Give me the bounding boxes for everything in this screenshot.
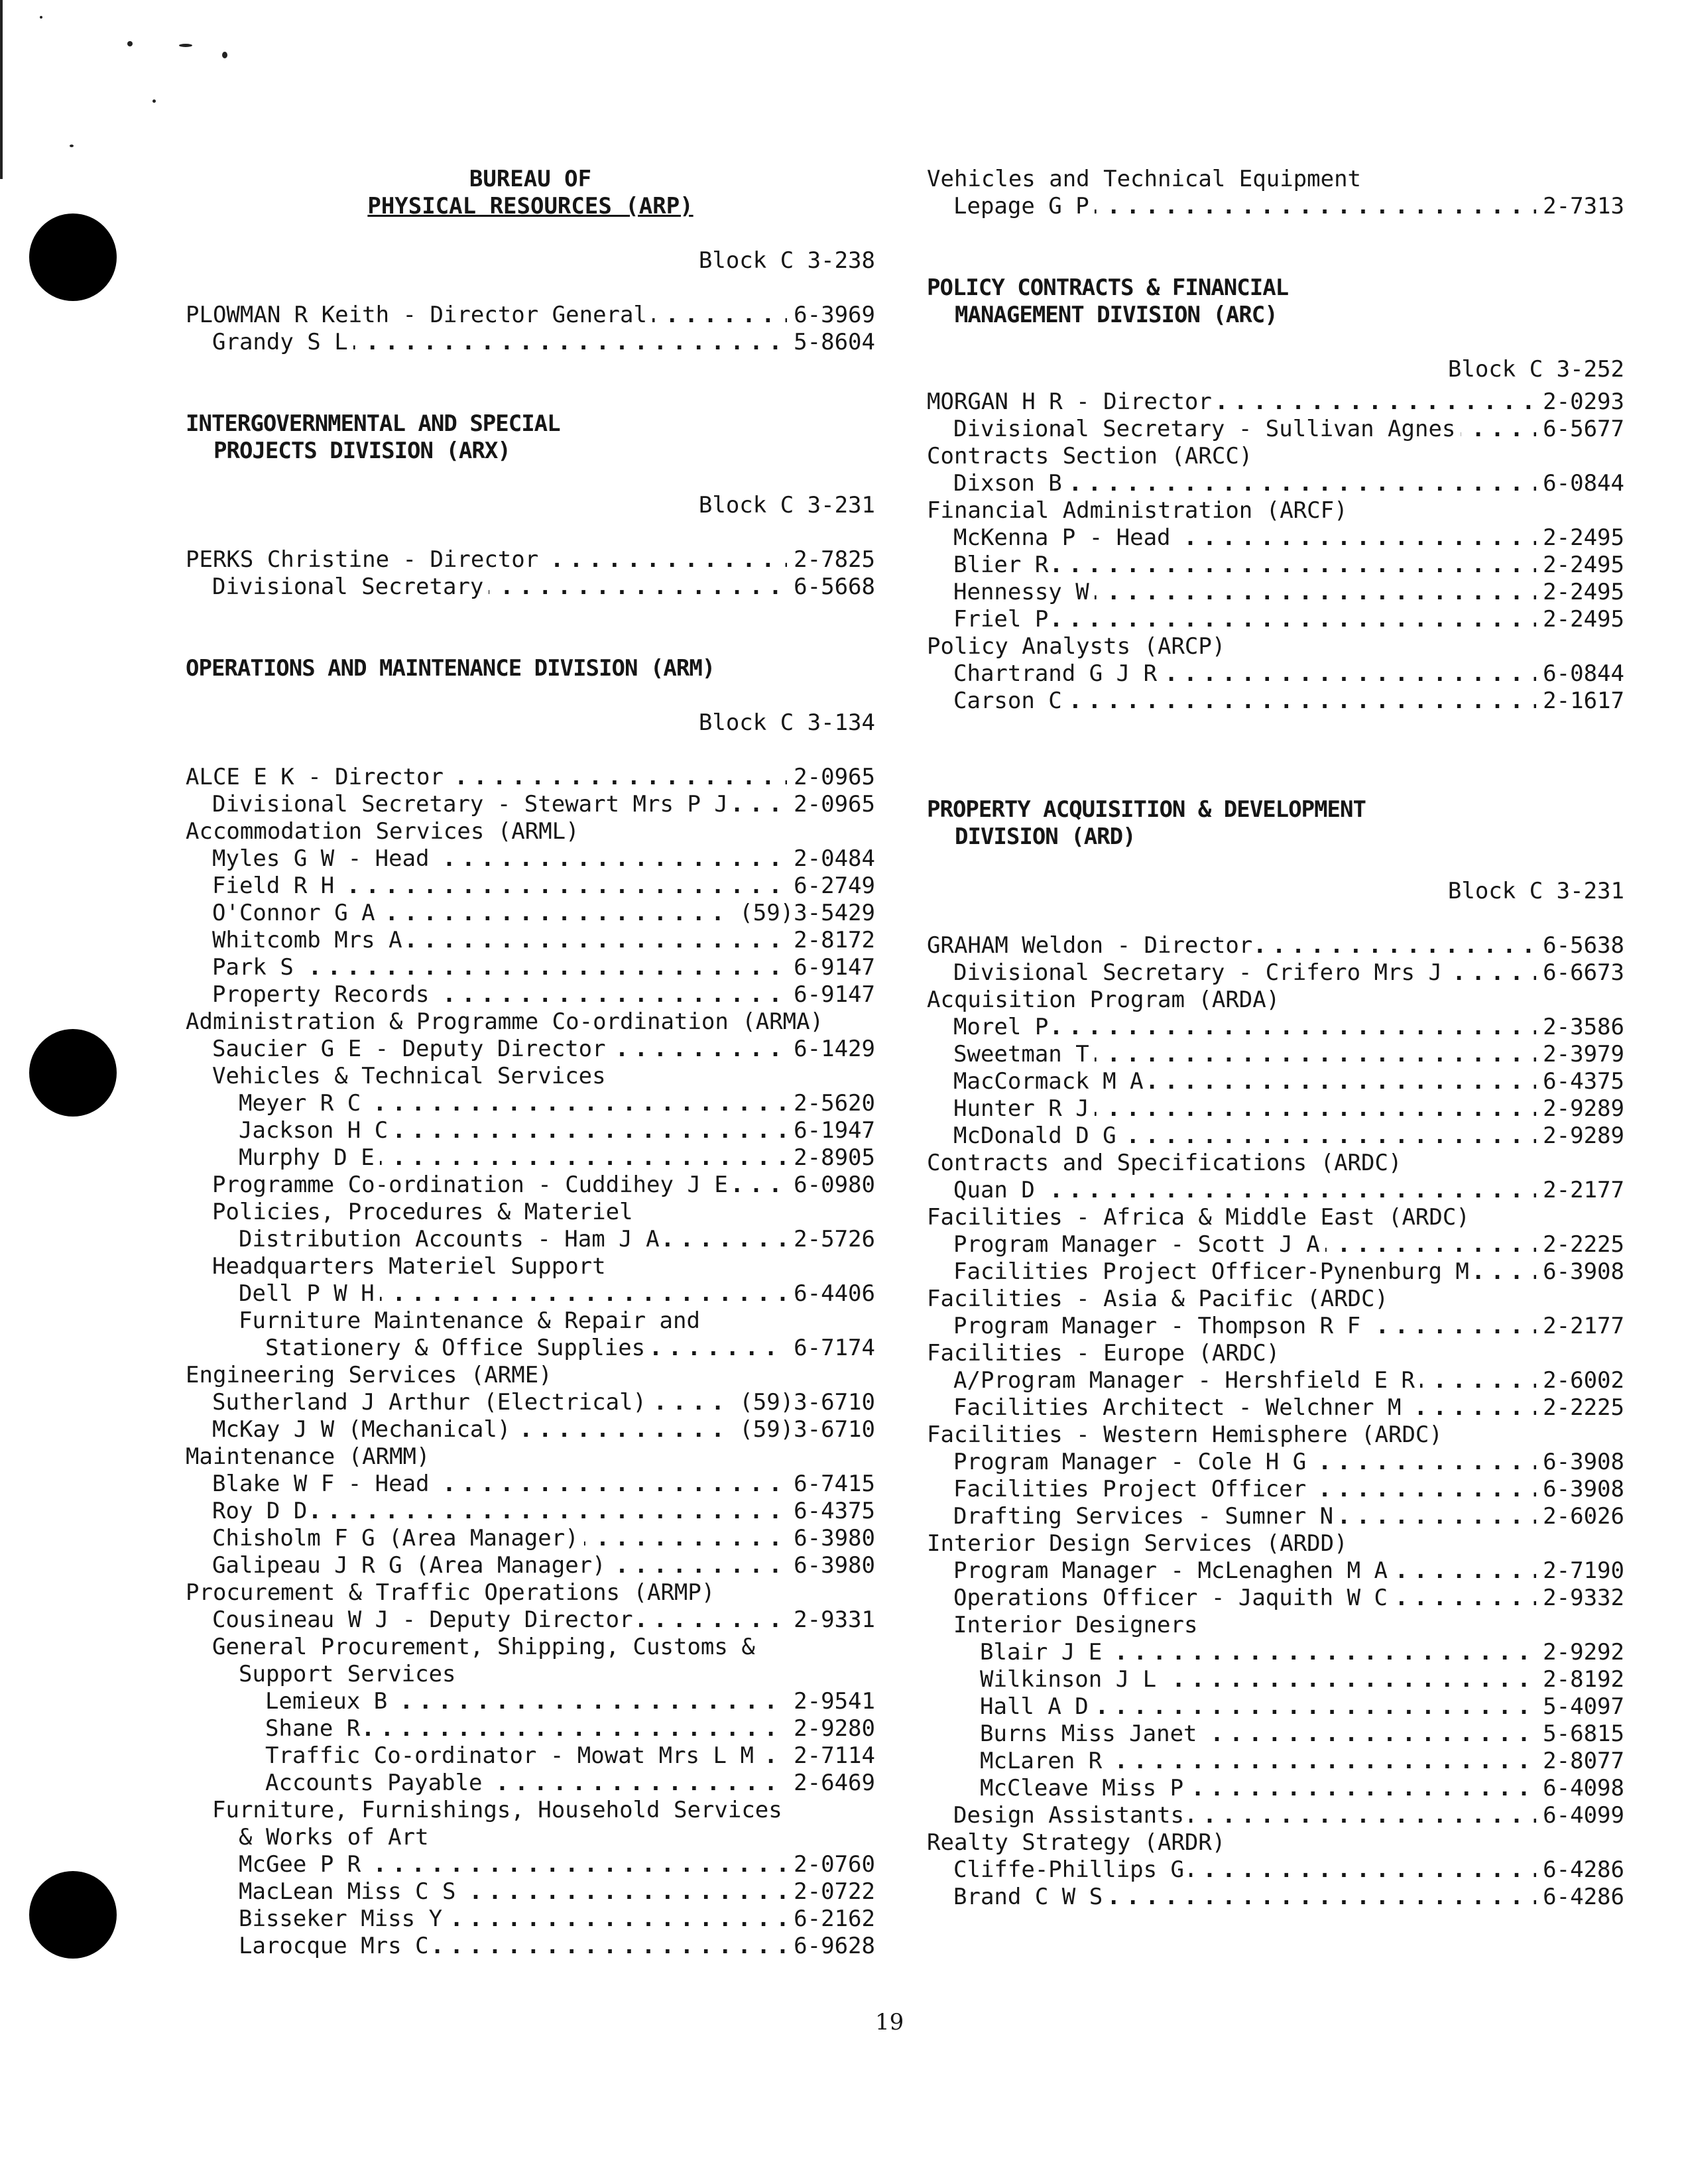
section-subheading: & Works of Art: [239, 1824, 429, 1850]
entry-name: Facilities Project Officer-Pynenburg M: [953, 1258, 1474, 1286]
section-subheading: General Procurement, Shipping, Customs &: [212, 1634, 755, 1660]
directory-entry: [927, 579, 1624, 606]
entry-phone: 2-9331: [787, 1607, 875, 1634]
section-subheading: Vehicles and Technical Equipment: [927, 166, 1362, 192]
arm-block-location: Block C 3-134: [698, 709, 875, 736]
entry-phone: 2-0965: [787, 791, 875, 818]
dot-leader: [953, 1177, 1624, 1204]
entry-name: Facilities Project Officer: [953, 1476, 1311, 1503]
entry-phone: 2-8077: [1536, 1748, 1624, 1775]
directory-entry: [186, 1770, 875, 1797]
entry-phone: 6-4098: [1536, 1775, 1624, 1802]
directory-entry: [186, 873, 875, 900]
entry-name: Program Manager - Scott J A: [953, 1231, 1325, 1258]
directory-entry: [186, 1335, 875, 1362]
arx-block-location: Block C 3-231: [698, 492, 875, 518]
directory-entry: [927, 1802, 1624, 1829]
entry-phone: 2-7825: [787, 546, 875, 574]
entry-name: Accounts Payable: [265, 1770, 488, 1797]
arc-entries: [927, 389, 1624, 715]
directory-entry: [186, 1471, 875, 1498]
entry-phone: 2-2495: [1536, 606, 1624, 633]
entry-name: Lepage G P: [953, 193, 1095, 220]
bureau-title-line1: BUREAU OF: [469, 166, 592, 192]
entry-phone: 2-3979: [1536, 1041, 1624, 1068]
directory-entry: [186, 1389, 875, 1416]
entry-phone: 2-5726: [787, 1226, 875, 1253]
section-subheading: Headquarters Materiel Support: [212, 1253, 606, 1280]
directory-entry: [927, 1856, 1624, 1884]
entry-name: McKay J W (Mechanical): [212, 1416, 516, 1443]
entry-phone: 6-5638: [1536, 932, 1624, 959]
section-subheading: Accommodation Services (ARML): [186, 818, 579, 845]
entry-name: McKenna P - Head: [953, 524, 1176, 552]
scan-speck: [222, 52, 227, 58]
entry-phone: 6-0844: [1536, 470, 1624, 497]
entry-name: Chartrand G J R: [953, 660, 1162, 688]
entry-phone: 2-7190: [1536, 1557, 1624, 1585]
directory-entry: [186, 1416, 875, 1443]
directory-entry: [927, 552, 1624, 579]
directory-entry: [927, 1721, 1624, 1748]
entry-name: Lemieux B: [265, 1688, 392, 1715]
directory-entry: [927, 1367, 1624, 1394]
entry-phone: 6-7415: [787, 1471, 875, 1498]
directory-entry: [927, 1068, 1624, 1095]
entry-phone: 6-9147: [787, 981, 875, 1008]
section-subheading: Maintenance (ARMM): [186, 1443, 430, 1470]
entry-phone: 6-3908: [1536, 1449, 1624, 1476]
directory-entry: [927, 1557, 1624, 1585]
directory-entry: [186, 1525, 875, 1552]
entry-name: A/Program Manager - Hershfield E R: [953, 1367, 1420, 1394]
entry-phone: 6-2749: [787, 873, 875, 900]
entry-phone: 6-2162: [787, 1906, 875, 1933]
directory-entry: [186, 791, 875, 818]
entry-name: Design Assistants: [953, 1802, 1189, 1829]
dot-leader: [212, 954, 875, 981]
directory-entry: [927, 1313, 1624, 1340]
entry-name: Distribution Accounts - Ham J A: [239, 1226, 665, 1253]
directory-entry: [927, 416, 1624, 443]
directory-entry: [186, 1498, 875, 1525]
entry-name: Dixson B: [953, 470, 1067, 497]
entry-name: Traffic Co-ordinator - Mowat Mrs L M: [265, 1742, 759, 1770]
directory-entry: [186, 574, 875, 601]
entry-name: Carson C: [953, 688, 1067, 715]
directory-entry: [186, 845, 875, 873]
directory-entry: [927, 1177, 1624, 1204]
entry-name: Programme Co-ordination - Cuddihey J E: [212, 1172, 733, 1199]
section-subheading: Facilities - Western Hemisphere (ARDC): [927, 1422, 1443, 1448]
directory-entry: [186, 1933, 875, 1960]
entry-phone: 6-5677: [1536, 416, 1624, 443]
entry-name: Larocque Mrs C: [239, 1933, 434, 1960]
entry-phone: 2-3586: [1536, 1014, 1624, 1041]
entry-phone: 2-0722: [787, 1878, 875, 1906]
entry-name: Chisholm F G (Area Manager): [212, 1525, 584, 1552]
bureau-title-line2: PHYSICAL RESOURCES (ARP): [367, 193, 693, 219]
page-number: 19: [875, 2009, 904, 2035]
entry-phone: 2-7313: [1536, 193, 1624, 220]
entry-name: Stationery & Office Supplies: [265, 1335, 650, 1362]
scan-speck: [179, 44, 192, 47]
directory-entry: [927, 1775, 1624, 1802]
entry-phone: 2-2495: [1536, 524, 1624, 552]
entry-phone: 6-1429: [787, 1036, 875, 1063]
left-column: [186, 166, 875, 1960]
punch-hole: [29, 1871, 117, 1959]
entry-phone: 2-2495: [1536, 552, 1624, 579]
entry-phone: (59)3-5429: [733, 900, 875, 927]
entry-name: McDonald D G: [953, 1122, 1122, 1150]
entry-name: Saucier G E - Deputy Director: [212, 1036, 611, 1063]
entry-phone: 2-2225: [1536, 1394, 1624, 1422]
entry-phone: 6-0980: [787, 1172, 875, 1199]
entry-phone: 2-6026: [1536, 1503, 1624, 1530]
entry-name: Program Manager - Thompson R F: [953, 1313, 1366, 1340]
entry-phone: 6-0844: [1536, 660, 1624, 688]
directory-entry: [927, 1693, 1624, 1721]
entry-name: McCleave Miss P: [980, 1775, 1189, 1802]
entry-phone: 2-0484: [787, 845, 875, 873]
entry-phone: 6-7174: [787, 1335, 875, 1362]
directory-entry: [186, 900, 875, 927]
entry-name: Dell P W H: [239, 1280, 380, 1307]
scan-speck: [40, 16, 42, 19]
entry-name: MacCormack M A: [953, 1068, 1149, 1095]
directory-entry: [927, 1041, 1624, 1068]
section-subheading: Procurement & Traffic Operations (ARMP): [186, 1579, 715, 1606]
entry-phone: 2-9541: [787, 1688, 875, 1715]
entry-name: Hennessy W: [953, 579, 1095, 606]
entry-phone: 2-8172: [787, 927, 875, 954]
section-subheading: Policy Analysts (ARCP): [927, 633, 1226, 660]
entry-name: Cliffe-Phillips G: [953, 1856, 1189, 1884]
directory-entry: [186, 1090, 875, 1117]
entry-phone: 6-1947: [787, 1117, 875, 1144]
entry-phone: 6-4286: [1536, 1856, 1624, 1884]
section-subheading: Support Services: [239, 1661, 456, 1687]
entry-phone: 2-0965: [787, 764, 875, 791]
arx-heading-line2: PROJECTS DIVISION (ARX): [213, 438, 511, 464]
entry-name: McLaren R: [980, 1748, 1107, 1775]
entry-phone: 6-4099: [1536, 1802, 1624, 1829]
scan-speck: [70, 145, 74, 147]
entry-name: Sweetman T: [953, 1041, 1095, 1068]
entry-phone: 2-5620: [787, 1090, 875, 1117]
entry-phone: 6-3980: [787, 1552, 875, 1579]
entry-phone: 5-8604: [787, 329, 875, 356]
arx-entries: [186, 546, 875, 601]
entry-name: McGee P R: [239, 1851, 366, 1878]
directory-entry: [927, 1394, 1624, 1422]
entry-phone: 2-6469: [787, 1770, 875, 1797]
entry-name: Grandy S L: [212, 329, 353, 356]
directory-entry: [186, 546, 875, 574]
directory-entry: [186, 1117, 875, 1144]
ard-block-location: Block C 3-231: [1447, 878, 1624, 904]
directory-entry: [186, 764, 875, 791]
arc-heading-line2: MANAGEMENT DIVISION (ARC): [955, 302, 1278, 328]
entry-phone: 5-6815: [1536, 1721, 1624, 1748]
entry-name: Friel P: [953, 606, 1053, 633]
entry-name: Divisional Secretary: [212, 574, 489, 601]
entry-phone: 2-9280: [787, 1715, 875, 1742]
entry-name: Program Manager - Cole H G: [953, 1449, 1311, 1476]
directory-entry: [186, 1878, 875, 1906]
entry-name: Burns Miss Janet: [980, 1721, 1203, 1748]
directory-entry: [927, 193, 1624, 220]
entry-phone: 2-9332: [1536, 1585, 1624, 1612]
entry-name: Blake W F - Head: [212, 1471, 435, 1498]
directory-entry: [927, 959, 1624, 987]
entry-phone: 2-2177: [1536, 1313, 1624, 1340]
directory-entry: [927, 1585, 1624, 1612]
entry-phone: 6-9628: [787, 1933, 875, 1960]
directory-entry: [186, 1280, 875, 1307]
directory-entry: [186, 1226, 875, 1253]
entry-phone: 2-2177: [1536, 1177, 1624, 1204]
entry-name: Operations Officer - Jaquith W C: [953, 1585, 1393, 1612]
entry-phone: 6-9147: [787, 954, 875, 981]
directory-entry: [186, 1906, 875, 1933]
directory-entry: [927, 1258, 1624, 1286]
section-subheading: Engineering Services (ARME): [186, 1362, 552, 1388]
entry-name: Drafting Services - Sumner N: [953, 1503, 1339, 1530]
entry-name: Park S: [212, 954, 299, 981]
directory-entry: [186, 1144, 875, 1172]
entry-name: Sutherland J Arthur (Electrical): [212, 1389, 652, 1416]
dot-leader: [953, 606, 1624, 633]
entry-name: Hunter R J: [953, 1095, 1095, 1122]
entry-name: ALCE E K - Director: [186, 764, 449, 791]
entry-name: Field R H: [212, 873, 339, 900]
entry-phone: 6-4375: [787, 1498, 875, 1525]
directory-entry: [927, 688, 1624, 715]
entry-phone: 6-3908: [1536, 1258, 1624, 1286]
entry-phone: 2-8905: [787, 1144, 875, 1172]
entry-phone: 2-9289: [1536, 1122, 1624, 1150]
entry-phone: 2-2495: [1536, 579, 1624, 606]
scan-speck: [152, 99, 156, 103]
entry-name: Hall A D: [980, 1693, 1094, 1721]
directory-entry: [186, 1851, 875, 1878]
section-subheading: Vehicles & Technical Services: [212, 1063, 606, 1089]
section-subheading: Acquisition Program (ARDA): [927, 987, 1280, 1013]
directory-entry: [927, 1503, 1624, 1530]
directory-entry: [927, 470, 1624, 497]
section-subheading: Contracts and Specifications (ARDC): [927, 1150, 1402, 1176]
entry-phone: (59)3-6710: [733, 1416, 875, 1443]
entry-phone: 6-4406: [787, 1280, 875, 1307]
directory-entry: [927, 1014, 1624, 1041]
entry-name: Blair J E: [980, 1639, 1107, 1666]
entry-name: Jackson H C: [239, 1117, 393, 1144]
entry-phone: 2-9292: [1536, 1639, 1624, 1666]
entry-phone: 5-4097: [1536, 1693, 1624, 1721]
entry-phone: 2-8192: [1536, 1666, 1624, 1693]
entry-name: Morel P: [953, 1014, 1053, 1041]
section-subheading: Contracts Section (ARCC): [927, 443, 1253, 469]
entry-phone: 6-4375: [1536, 1068, 1624, 1095]
scan-edge-line: [0, 0, 3, 179]
section-subheading: Administration & Programme Co-ordination (ARMA): [186, 1008, 824, 1035]
directory-entry: [927, 524, 1624, 552]
entry-name: MacLean Miss C S: [239, 1878, 461, 1906]
directory-entry: [186, 1172, 875, 1199]
entry-name: Meyer R C: [239, 1090, 366, 1117]
entry-phone: 6-3969: [787, 302, 875, 329]
entry-name: Quan D: [953, 1177, 1040, 1204]
entry-phone: 2-2225: [1536, 1231, 1624, 1258]
directory-entry: [927, 1122, 1624, 1150]
section-subheading: Interior Designers: [953, 1612, 1198, 1638]
directory-entry: [186, 1552, 875, 1579]
entry-name: Wilkinson J L: [980, 1666, 1162, 1693]
section-subheading: Furniture, Furnishings, Household Services: [212, 1797, 782, 1823]
top-entries: [927, 166, 1624, 220]
entry-phone: 2-9289: [1536, 1095, 1624, 1122]
entry-phone: 6-5668: [787, 574, 875, 601]
directory-entry: [927, 932, 1624, 959]
entry-phone: 6-3908: [1536, 1476, 1624, 1503]
section-subheading: Interior Design Services (ARDD): [927, 1530, 1348, 1557]
section-subheading: Facilities - Europe (ARDC): [927, 1340, 1280, 1366]
directory-entry: [186, 302, 875, 329]
directory-entry: [186, 1742, 875, 1770]
arc-heading-line1: POLICY CONTRACTS & FINANCIAL: [927, 274, 1289, 301]
right-column: [927, 166, 1624, 1911]
directory-entry: [186, 954, 875, 981]
entry-name: PLOWMAN R Keith - Director General: [186, 302, 652, 329]
directory-entry: [927, 389, 1624, 416]
entry-phone: 2-6002: [1536, 1367, 1624, 1394]
entry-name: Whitcomb Mrs A: [212, 927, 408, 954]
directory-entry: [186, 1688, 875, 1715]
bureau-entries: [186, 302, 875, 356]
entry-name: Shane R: [265, 1715, 365, 1742]
entry-name: GRAHAM Weldon - Director: [927, 932, 1258, 959]
directory-entry: [186, 981, 875, 1008]
entry-name: PERKS Christine - Director: [186, 546, 544, 574]
directory-entry: [927, 1639, 1624, 1666]
entry-name: Myles G W - Head: [212, 845, 435, 873]
directory-entry: [927, 1095, 1624, 1122]
directory-entry: [927, 660, 1624, 688]
entry-name: Divisional Secretary - Sullivan Agnes: [953, 416, 1461, 443]
section-subheading: Financial Administration (ARCF): [927, 497, 1348, 524]
entry-name: Galipeau J R G (Area Manager): [212, 1552, 611, 1579]
entry-name: Divisional Secretary - Stewart Mrs P J: [212, 791, 733, 818]
bureau-block-location: Block C 3-238: [698, 247, 875, 274]
section-subheading: Policies, Procedures & Materiel: [212, 1199, 633, 1225]
directory-entry: [186, 927, 875, 954]
entry-name: Property Records: [212, 981, 435, 1008]
section-subheading: Facilities - Africa & Middle East (ARDC): [927, 1204, 1470, 1231]
directory-entry: [186, 1715, 875, 1742]
entry-name: Divisional Secretary - Crifero Mrs J: [953, 959, 1447, 987]
entry-phone: 6-4286: [1536, 1884, 1624, 1911]
entry-phone: 6-6673: [1536, 959, 1624, 987]
dot-leader: [953, 1014, 1624, 1041]
directory-entry: [927, 1476, 1624, 1503]
directory-entry: [186, 329, 875, 356]
entry-name: Cousineau W J - Deputy Director: [212, 1607, 638, 1634]
entry-phone: 2-0293: [1536, 389, 1624, 416]
punch-hole: [29, 213, 117, 301]
entry-phone: 2-7114: [787, 1742, 875, 1770]
entry-name: Murphy D E: [239, 1144, 380, 1172]
entry-name: Blier R: [953, 552, 1053, 579]
arm-heading: OPERATIONS AND MAINTENANCE DIVISION (ARM): [186, 655, 715, 682]
ard-heading-line2: DIVISION (ARD): [955, 823, 1136, 850]
entry-phone: (59)3-6710: [733, 1389, 875, 1416]
entry-phone: 2-1617: [1536, 688, 1624, 715]
directory-entry: [927, 1449, 1624, 1476]
directory-entry: [927, 1748, 1624, 1775]
entry-name: MORGAN H R - Director: [927, 389, 1217, 416]
entry-name: Roy D D: [212, 1498, 312, 1525]
entry-name: Program Manager - McLenaghen M A: [953, 1557, 1393, 1585]
section-subheading: Facilities - Asia & Pacific (ARDC): [927, 1286, 1388, 1312]
arc-block-location: Block C 3-252: [1447, 356, 1624, 383]
directory-entry: [927, 1666, 1624, 1693]
arx-heading-line1: INTERGOVERNMENTAL AND SPECIAL: [186, 410, 560, 437]
directory-entry: [927, 1884, 1624, 1911]
dot-leader: [953, 552, 1624, 579]
ard-entries: [927, 932, 1624, 1911]
scan-speck: [127, 41, 133, 46]
punch-hole: [29, 1029, 117, 1117]
directory-entry: [927, 1231, 1624, 1258]
entry-phone: 2-0760: [787, 1851, 875, 1878]
directory-entry: [186, 1607, 875, 1634]
directory-entry: [927, 606, 1624, 633]
arm-entries: [186, 764, 875, 1960]
section-subheading: Realty Strategy (ARDR): [927, 1829, 1226, 1856]
ard-heading-line1: PROPERTY ACQUISITION & DEVELOPMENT: [927, 796, 1366, 823]
entry-name: O'Connor G A: [212, 900, 381, 927]
entry-name: Bisseker Miss Y: [239, 1906, 448, 1933]
section-subheading: Furniture Maintenance & Repair and: [239, 1307, 700, 1334]
entry-name: Facilities Architect - Welchner M: [953, 1394, 1407, 1422]
directory-entry: [186, 1036, 875, 1063]
entry-name: Brand C W S: [953, 1884, 1108, 1911]
entry-phone: 6-3980: [787, 1525, 875, 1552]
